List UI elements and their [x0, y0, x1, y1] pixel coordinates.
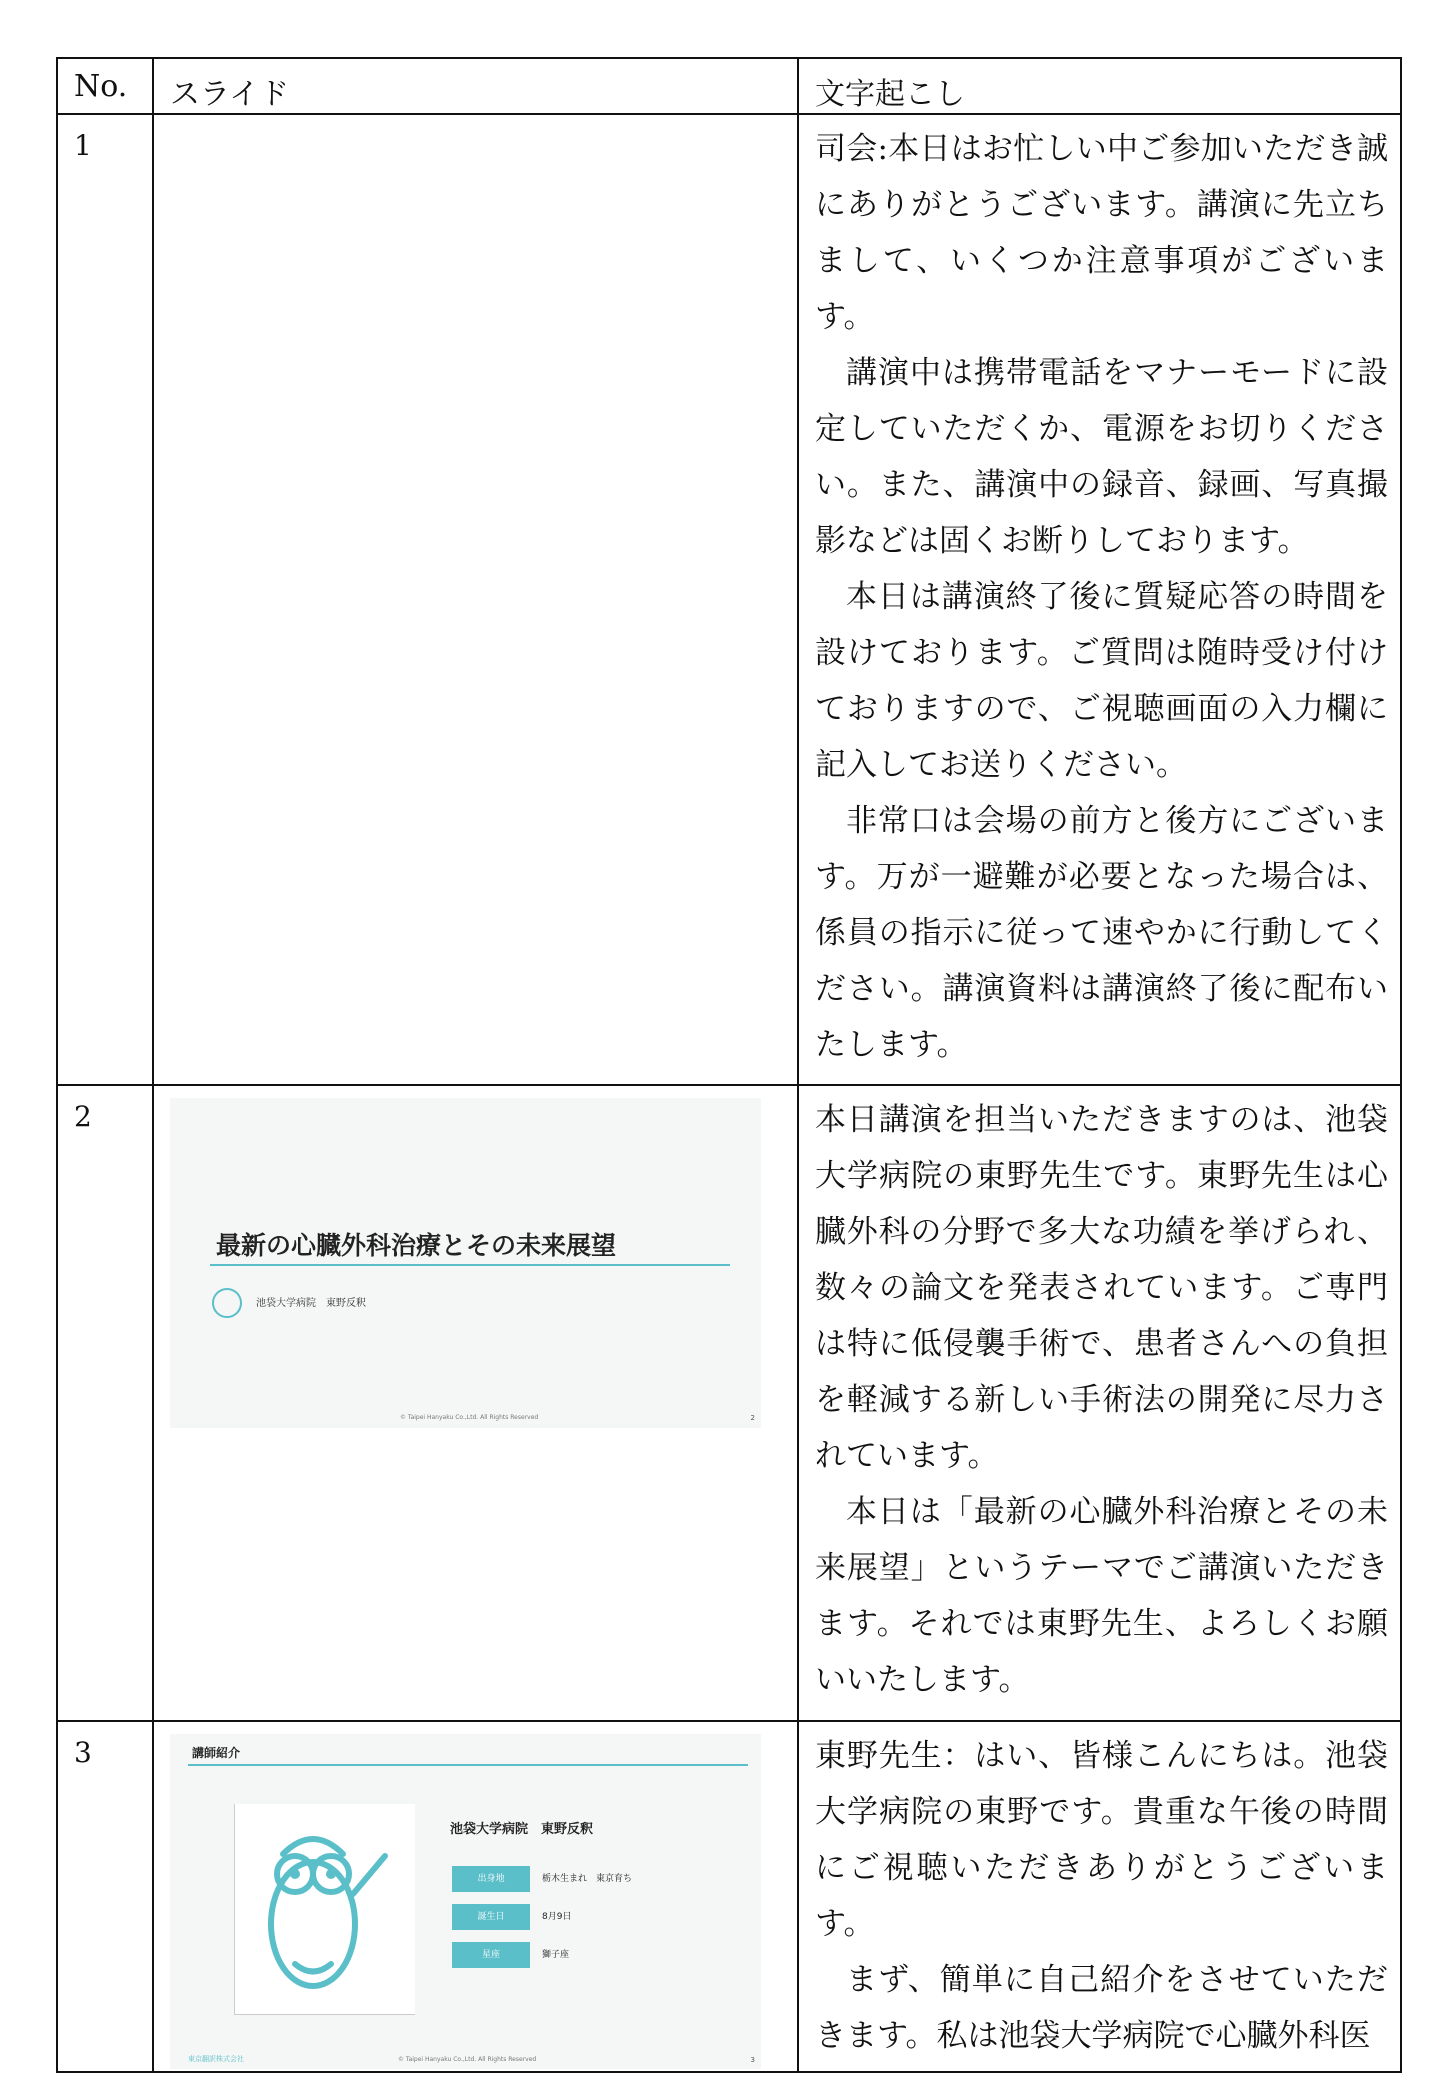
field-value: 獅子座 [542, 1950, 570, 1960]
transcript-paragraph: 本日は講演終了後に質疑応答の時間を設けております。ご質問は随時受け付けておりますので、ご視聴画面の入力欄に記入してお送りください。 [815, 579, 1388, 783]
transcript-paragraph: 司会:本日はお忙しい中ご参加いただき誠にありがとうございます。講演に先立ちまして、いくつか注意事項がございます。 [815, 131, 1388, 335]
header-no: No. [57, 58, 153, 114]
table-row [57, 1721, 1401, 2072]
field-value: 栃木生まれ 東京育ち [542, 1874, 633, 1884]
transcript-paragraph: 本日講演を担当いただきますのは、池袋大学病院の東野先生です。東野先生は心臓外科の分野で多大な功績を挙げられ、数々の論文を発表されています。ご専門は特に低侵襲手術で、患者さんへの負担を軽減する新しい手術法の開発に尽力されています。 [815, 1102, 1388, 1474]
slide-cell [153, 1085, 798, 1721]
field-label: 星座 [452, 1942, 530, 1968]
transcript-table [56, 57, 1402, 2073]
slide-copyright: © Taipei Hanyaku Co.,Ltd. All Rights Reserved [400, 1414, 539, 1421]
row-number: 2 [57, 1085, 153, 1721]
slide-page-number: 3 [750, 2056, 755, 2064]
transcript-cell [798, 1085, 1401, 1721]
transcript-paragraph: 本日は「最新の心臓外科治療とその未来展望」というテーマでご講演いただきます。それでは東野先生、よろしくお願いいたします。 [815, 1494, 1388, 1698]
table-header-row [57, 58, 1401, 114]
owl-illustration-card [234, 1804, 415, 2015]
transcript-paragraph: まず、簡単に自己紹介をさせていただきます。私は池袋大学病院で心臓外科医 [815, 1962, 1388, 2054]
slide-cell-empty [153, 114, 798, 1085]
slide-heading: 講師紹介 [192, 1746, 241, 1760]
field-label: 誕生日 [452, 1904, 530, 1930]
header-slide: スライド [153, 58, 798, 114]
slide-thumbnail-speaker [170, 1734, 761, 2069]
transcript-paragraph: 講演中は携帯電話をマナーモードに設定していただくか、電源をお切りください。また、講演中の録音、録画、写真撮影などは固くお断りしております。 [815, 355, 1388, 559]
table-row [57, 114, 1401, 1085]
slide-thumbnail-title [170, 1098, 761, 1428]
transcript-cell [798, 1721, 1401, 2072]
row-number: 1 [57, 114, 153, 1085]
field-label: 出身地 [452, 1866, 530, 1892]
row-number: 3 [57, 1721, 153, 2072]
header-transcript: 文字起こし [798, 58, 1401, 114]
owl-mascot-icon [235, 1804, 415, 2014]
slide-title: 最新の心臓外科治療とその未来展望 [216, 1231, 617, 1260]
field-value: 8月9日 [542, 1912, 572, 1922]
slide-footer-company: 東京翻訳株式会社 [188, 2055, 244, 2063]
slide-page-number: 2 [750, 1414, 755, 1422]
speaker-name: 池袋大学病院 東野反釈 [450, 1822, 594, 1837]
table-row [57, 1085, 1401, 1721]
transcript-paragraph: 非常口は会場の前方と後方にございます。万が一避難が必要となった場合は、係員の指示に従って速やかに行動してください。講演資料は講演終了後に配布いたします。 [815, 803, 1388, 1063]
transcript-cell [798, 114, 1401, 1085]
slide-copyright: © Taipei Hanyaku Co.,Ltd. All Rights Reserved [398, 2056, 537, 2063]
slide-cell [153, 1721, 798, 2072]
owl-logo-icon [212, 1288, 242, 1318]
slide-affiliation: 池袋大学病院 東野反釈 [256, 1298, 366, 1309]
title-underline [210, 1264, 730, 1266]
transcript-paragraph: 東野先生：はい、皆様こんにちは。池袋大学病院の東野です。貴重な午後の時間にご視聴いただきありがとうございます。 [815, 1738, 1388, 1942]
heading-underline [188, 1764, 748, 1766]
